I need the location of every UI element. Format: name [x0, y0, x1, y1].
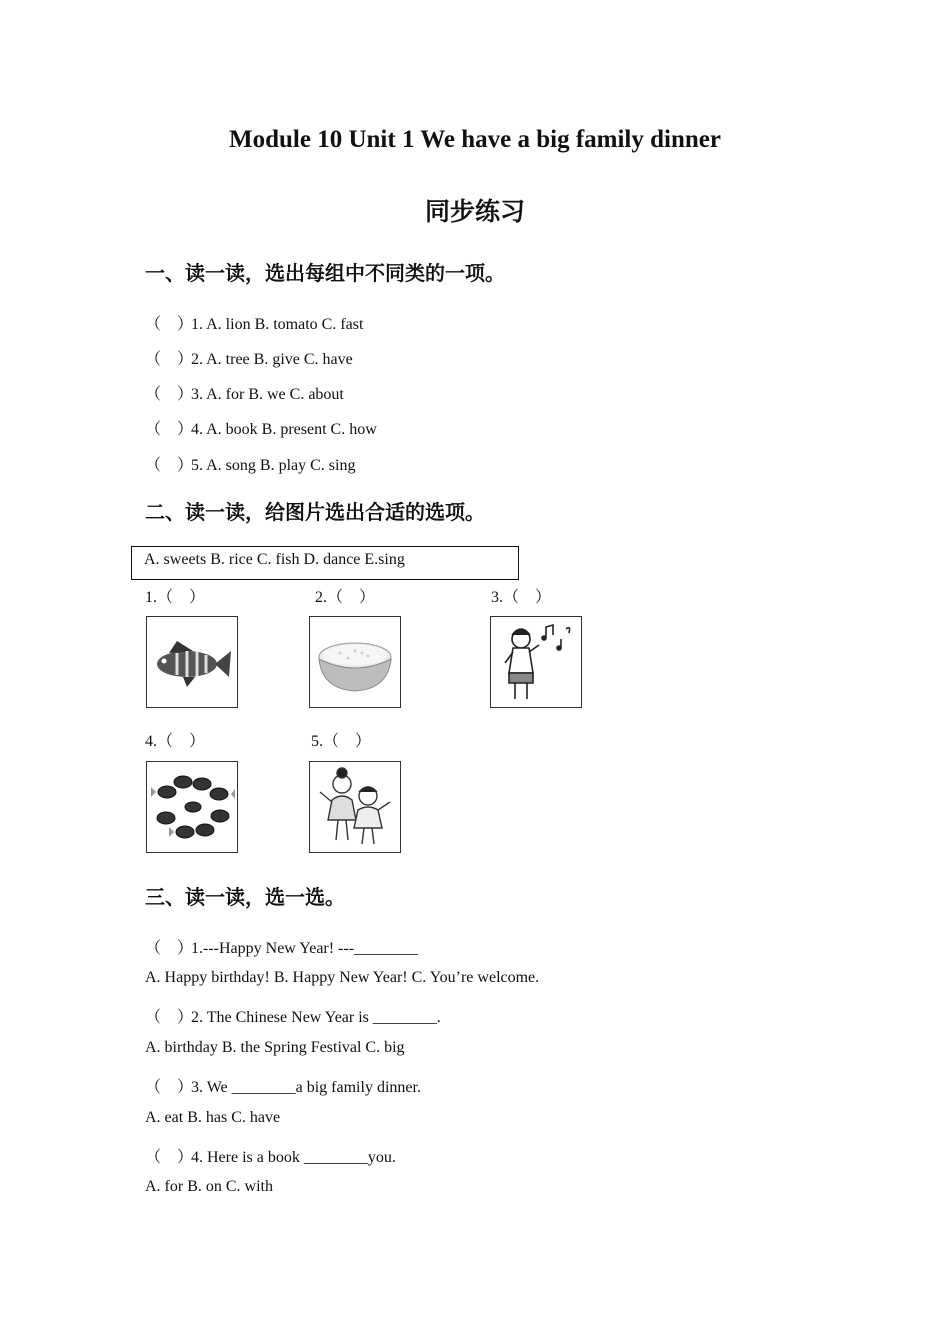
section3-heading: 三、读一读，选一选。 — [145, 885, 345, 909]
item-text: 1. A. lion B. tomato C. fast — [191, 316, 364, 333]
fish-icon — [147, 617, 237, 707]
answer-paren: （ ） — [145, 421, 194, 438]
section3-line — [145, 1004, 441, 1027]
section1-heading: 一、读一读，选出每组中不同类的一项。 — [145, 261, 505, 285]
question-text: 1.---Happy New Year! ---________ — [191, 940, 419, 957]
item-text: 3. A. for B. we C. about — [191, 386, 344, 403]
sing-picture — [490, 616, 582, 708]
answer-paren: （ ） — [145, 1079, 194, 1096]
answer-paren: （ ） — [145, 316, 194, 333]
item-text: 2. A. tree B. give C. have — [191, 351, 353, 368]
fish-picture — [146, 616, 238, 708]
item-text: 4. A. book B. present C. how — [191, 421, 377, 438]
page-title: Module 10 Unit 1 We have a big family dinner — [229, 126, 721, 153]
picture-label: 2.（ ） — [315, 589, 376, 606]
section1-item — [145, 346, 353, 369]
picture-label: 5.（ ） — [311, 733, 372, 750]
options-box — [131, 546, 519, 580]
question-text: 4. Here is a book ________you. — [191, 1149, 396, 1166]
picture-label: 1.（ ） — [145, 589, 206, 606]
section1-item — [145, 311, 363, 334]
answer-paren: （ ） — [145, 386, 194, 403]
section3-line: A. eat B. has C. have — [145, 1109, 281, 1126]
answer-paren: （ ） — [145, 1009, 194, 1026]
section1-item — [145, 381, 344, 404]
answer-paren: （ ） — [145, 940, 194, 957]
section3-line — [145, 1144, 396, 1167]
item-text: 5. A. song B. play C. sing — [191, 457, 356, 474]
section3-line — [145, 935, 418, 958]
singing-boy-icon — [491, 617, 581, 707]
dance-picture — [309, 761, 401, 853]
section1-item — [145, 416, 377, 439]
options-text: A. sweets B. rice C. fish D. dance E.sing — [144, 551, 405, 568]
section2-heading: 二、读一读，给图片选出合适的选项。 — [145, 500, 485, 524]
sweets-icon — [147, 762, 237, 852]
picture-label: 3.（ ） — [491, 589, 552, 606]
dancing-girls-icon — [310, 762, 400, 852]
section3-line: A. for B. on C. with — [145, 1178, 273, 1195]
picture-label: 4.（ ） — [145, 733, 206, 750]
sweets-picture — [146, 761, 238, 853]
answer-paren: （ ） — [145, 1149, 194, 1166]
section1-item — [145, 452, 355, 475]
rice-bowl-icon — [310, 617, 400, 707]
section3-line: A. Happy birthday! B. Happy New Year! C. You’re welcome. — [145, 969, 540, 986]
question-text: 3. We ________a big family dinner. — [191, 1079, 421, 1096]
question-text: 2. The Chinese New Year is ________. — [191, 1009, 441, 1026]
section3-line: A. birthday B. the Spring Festival C. big — [145, 1039, 405, 1056]
answer-paren: （ ） — [145, 457, 194, 474]
rice-picture — [309, 616, 401, 708]
answer-paren: （ ） — [145, 351, 194, 368]
section3-line — [145, 1074, 421, 1097]
page-subtitle: 同步练习 — [424, 197, 525, 226]
